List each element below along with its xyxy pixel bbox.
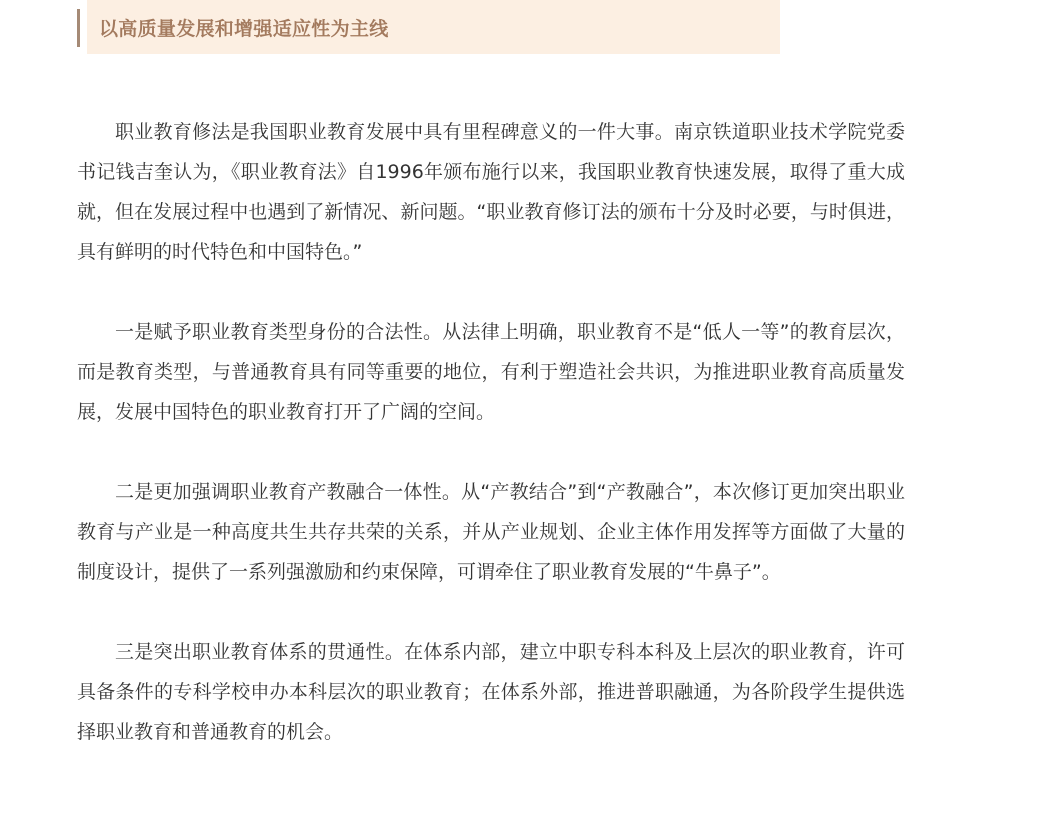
article-body	[77, 112, 905, 752]
section-title: 以高质量发展和增强适应性为主线	[99, 17, 389, 40]
paragraph-point-one: 一是赋予职业教育类型身份的合法性。从法律上明确，职业教育不是“低人一等”的教育层次，而是教育类型，与普通教育具有同等重要的地位，有利于塑造社会共识，为推进职业教育高质量发展，发展中国特色的职业教育打开了广阔的空间。	[77, 321, 905, 423]
paragraph-point-three: 三是突出职业教育体系的贯通性。在体系内部，建立中职专科本科及上层次的职业教育，许可具备条件的专科学校申办本科层次的职业教育；在体系外部，推进普职融通，为各阶段学生提供选择职业教育和普通教育的机会。	[77, 641, 905, 743]
paragraph-point-two: 二是更加强调职业教育产教融合一体性。从“产教结合”到“产教融合”，本次修订更加突出职业教育与产业是一种高度共生共存共荣的关系，并从产业规划、企业主体作用发挥等方面做了大量的制度设计，提供了一系列强激励和约束保障，可谓牵住了职业教育发展的“牛鼻子”。	[77, 481, 905, 583]
header-box	[87, 0, 780, 54]
paragraph-intro: 职业教育修法是我国职业教育发展中具有里程碑意义的一件大事。南京铁道职业技术学院党委书记钱吉奎认为，《职业教育法》自1996年颁布施行以来，我国职业教育快速发展，取得了重大成就，但在发展过程中也遇到了新情况、新问题。“职业教育修订法的颁布十分及时必要，与时俱进，具有鲜明的时代特色和中国特色。”	[77, 121, 905, 263]
section-header	[77, 0, 780, 54]
header-gap	[80, 0, 87, 54]
